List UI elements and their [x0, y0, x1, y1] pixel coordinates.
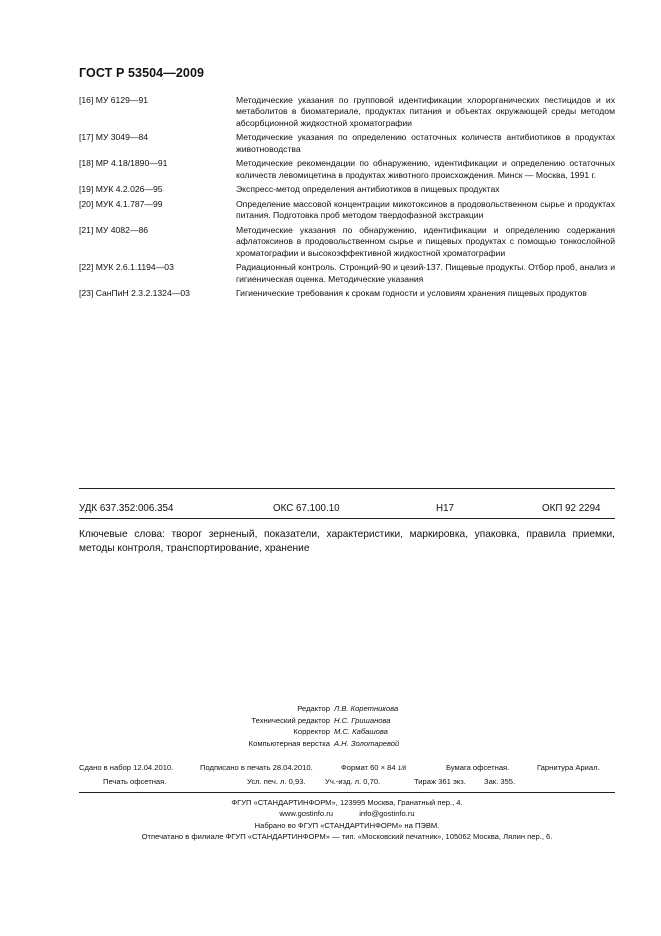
paper-type: Бумага офсетная. — [446, 763, 510, 772]
reference-code: [16] МУ 6129—91 — [79, 95, 148, 105]
reference-description: Определение массовой концентрации микотоксинов в продовольственном сырье и продуктах питания. Подготовка проб методом твердофазной экстракции — [236, 199, 615, 221]
print-sheets: Усл. печ. л. 0,93. — [247, 777, 306, 786]
bottom-divider — [79, 792, 615, 793]
reference-description: Методические указания по групповой идентификации хлорорганических пестицидов и их метаболитов в биоматериале, продуктах питания и объектах окружающей среды методом абсорбционной жидкостной хроматографии — [236, 95, 615, 128]
reference-item — [79, 95, 615, 129]
publisher-website: www.gostinfo.ru — [279, 809, 333, 819]
publisher-address: ФГУП «СТАНДАРТИНФОРМ», 123995 Москва, Гранатный пер., 4. — [231, 798, 463, 807]
credit-name: Н.С. Гришанова — [334, 715, 391, 725]
reference-code: [23] СанПиН 2.3.2.1324—03 — [79, 288, 190, 299]
reference-item — [79, 184, 615, 195]
paper-format — [341, 761, 406, 776]
imprint-line — [79, 761, 615, 775]
group-code: Н17 — [436, 503, 454, 514]
print-run: Тираж 361 экз. — [414, 777, 466, 786]
printed-note: Отпечатано в филиале ФГУП «СТАНДАРТИНФОРМ» — тип. «Московский печатник», 105062 Москва, Лялин пер., 6. — [141, 832, 553, 842]
reference-description: Гигиенические требования к срокам годности и условиям хранения пищевых продуктов — [236, 288, 587, 299]
typeset-note: Набрано во ФГУП «СТАНДАРТИНФОРМ» на ПЭВМ. — [254, 820, 440, 830]
printing-method: Печать офсетная. — [103, 777, 167, 786]
reference-code: [18] МР 4.18/1890—91 — [79, 158, 168, 169]
credit-label: Компьютерная верстка — [248, 738, 330, 748]
reference-description: Радиационный контроль. Стронций-90 и цезий-137. Пищевые продукты. Отбор проб, анализ и гигиеническая оценка. Методические указания — [236, 262, 615, 284]
reference-code: [21] МУ 4082—86 — [79, 225, 148, 235]
publisher-email: info@gostinfo.ru — [359, 809, 415, 819]
reference-code: [17] МУ 3049—84 — [79, 132, 148, 143]
order-number: Зак. 355. — [484, 777, 516, 786]
reference-code: [19] МУК 4.2.026—95 — [79, 184, 163, 195]
reference-item — [79, 288, 615, 299]
imprint-block — [79, 761, 615, 789]
credit-label: Технический редактор — [251, 715, 330, 725]
credit-label: Корректор — [293, 727, 330, 737]
references-list — [79, 95, 615, 303]
reference-description: Методические рекомендации по обнаружению, идентификации и определению остаточных количеств левомицетина в продуктах животного происхождения. Минск — Москва, 1991 г. — [236, 158, 615, 180]
imprint-line — [79, 775, 615, 789]
signed-date: Подписано в печать 28.04.2010. — [200, 763, 313, 772]
reference-description: Методические указания по обнаружению, идентификации и определению содержания афлатоксинов в продовольственном сырье и пищевых продуктах с помощью тонкослойной хроматографии и высокоэффективной жидкостной хроматографии — [236, 225, 615, 258]
publishing-sheets: Уч.-изд. л. 0,70. — [325, 777, 381, 786]
typeface: Гарнитура Ариал. — [537, 763, 600, 772]
reference-item — [79, 225, 615, 259]
format-prefix: Формат 60 × 84 — [341, 763, 396, 772]
reference-description: Методические указания по определению остаточных количеств антибиотиков в продуктах животноводства — [236, 132, 615, 154]
udk-code: УДК 637.352:006.354 — [79, 503, 174, 514]
reference-item — [79, 199, 615, 222]
credit-line — [0, 715, 661, 727]
publisher-contacts — [79, 808, 615, 819]
page-header-title: ГОСТ Р 53504—2009 — [79, 66, 205, 80]
middle-divider — [79, 518, 615, 519]
reference-item — [79, 158, 615, 181]
publisher-block — [79, 797, 615, 843]
oks-code: ОКС 67.100.10 — [273, 503, 340, 514]
set-date: Сдано в набор 12.04.2010. — [79, 763, 174, 772]
credit-label: Редактор — [297, 704, 330, 713]
format-fraction: 1/8 — [397, 766, 407, 772]
credit-line — [0, 726, 661, 738]
credit-line — [0, 738, 661, 750]
credit-name: М.С. Кабашова — [334, 727, 388, 737]
credit-name: А.Н. Золотаревой — [334, 738, 400, 748]
editorial-credits — [0, 703, 661, 749]
keywords-paragraph: Ключевые слова: творог зерненый, показатели, характеристики, маркировка, упаковка, правила приемки, методы контроля, транспортирование, хранение — [79, 529, 615, 554]
credit-line — [0, 703, 661, 715]
okp-code: ОКП 92 2294 — [542, 503, 601, 514]
credit-name: Л.В. Коретникова — [334, 704, 399, 713]
top-divider — [79, 488, 615, 489]
reference-code: [20] МУК 4.1.787—99 — [79, 199, 163, 209]
reference-code: [22] МУК 2.6.1.1194—03 — [79, 262, 174, 273]
reference-item — [79, 132, 615, 155]
reference-item — [79, 262, 615, 285]
reference-description: Экспресс-метод определения антибиотиков в пищевых продуктах — [236, 184, 500, 195]
